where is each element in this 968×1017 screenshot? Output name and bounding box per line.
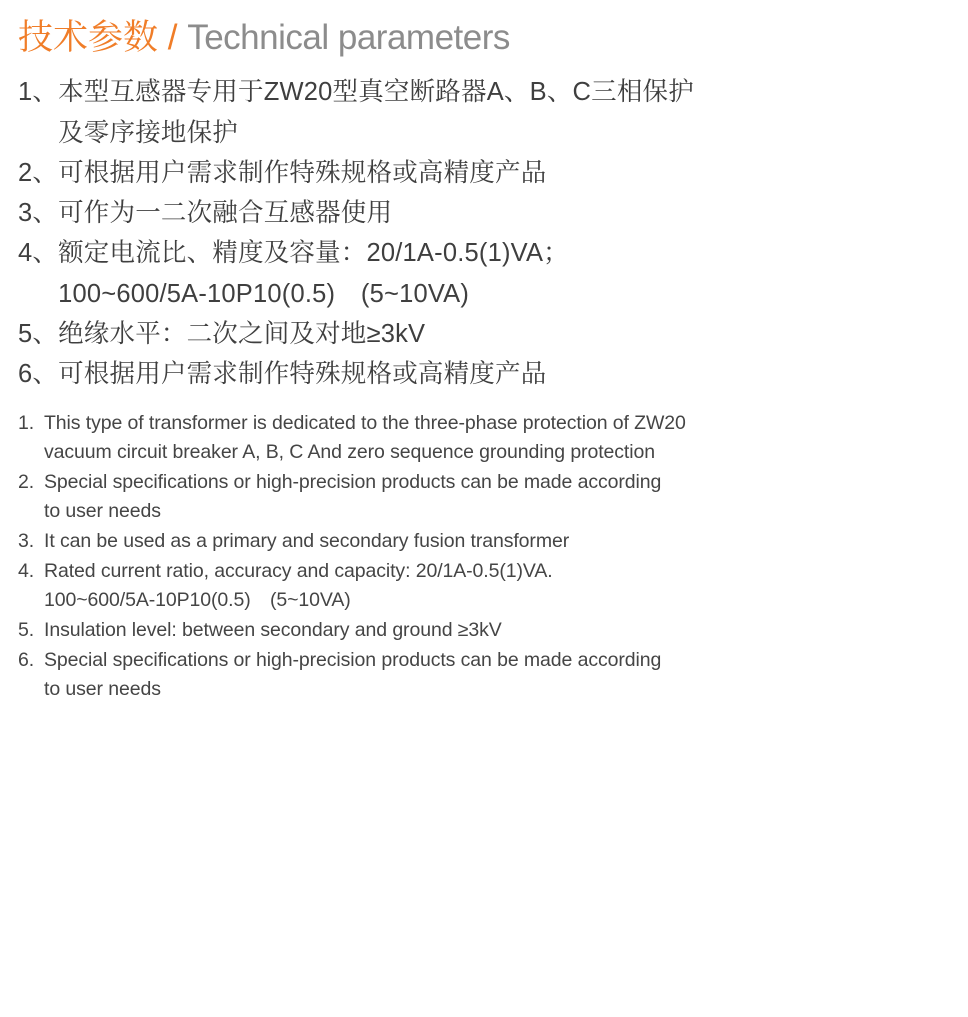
list-item bbox=[18, 153, 946, 193]
list-item-number: 5. bbox=[18, 618, 35, 641]
list-item-line-2: to user needs bbox=[44, 500, 161, 523]
list-item-line-1: Insulation level: between secondary and ground ≥3kV bbox=[44, 618, 502, 641]
list-item-line-1: It can be used as a primary and secondary fusion transformer bbox=[44, 530, 570, 552]
list-item bbox=[18, 646, 946, 705]
list-item-number: 4. bbox=[18, 559, 35, 582]
list-item-line-1: 可根据用户需求制作特殊规格或高精度产品 bbox=[58, 360, 547, 389]
list-item-number: 1. bbox=[18, 411, 35, 434]
list-item bbox=[18, 409, 946, 468]
list-item-number: 6. bbox=[18, 648, 35, 671]
list-item bbox=[18, 193, 946, 233]
list-item bbox=[18, 72, 946, 153]
list-item-number: 6、 bbox=[18, 360, 59, 389]
english-parameter-list bbox=[18, 409, 946, 705]
page-title-chinese: 技术参数 bbox=[18, 18, 159, 57]
list-item-line-2: vacuum circuit breaker A, B, C And zero sequence grounding protection bbox=[44, 441, 655, 464]
list-item-number: 4、 bbox=[18, 239, 59, 268]
list-item-text bbox=[44, 468, 946, 527]
list-item-text bbox=[58, 193, 946, 233]
list-item bbox=[18, 468, 946, 527]
list-item-text bbox=[58, 354, 946, 394]
list-item-line-1: 可根据用户需求制作特殊规格或高精度产品 bbox=[58, 158, 547, 187]
list-item-number: 3、 bbox=[18, 199, 59, 228]
list-item-line-1: 可作为一二次融合互感器使用 bbox=[58, 199, 393, 228]
list-item-number: 5、 bbox=[18, 319, 59, 348]
list-item bbox=[18, 527, 946, 557]
chinese-parameter-list bbox=[18, 72, 946, 394]
list-item-line-2: to user needs bbox=[44, 678, 161, 701]
page-title-english: Technical parameters bbox=[187, 18, 510, 57]
list-item-number: 1、 bbox=[18, 78, 59, 107]
list-item-number: 2. bbox=[18, 470, 35, 493]
list-item bbox=[18, 557, 946, 616]
list-item-line-1: Special specifications or high-precision products can be made according bbox=[44, 470, 662, 493]
list-item-text bbox=[44, 557, 946, 616]
list-item-text bbox=[44, 527, 946, 557]
list-item-line-2: 100~600/5A-10P10(0.5) (5~10VA) bbox=[58, 279, 470, 308]
list-item-line-2: 100~600/5A-10P10(0.5) (5~10VA) bbox=[44, 589, 351, 612]
list-item-number: 2、 bbox=[18, 158, 59, 187]
list-item-text bbox=[58, 153, 946, 193]
list-item-line-1: 绝缘水平：二次之间及对地≥3kV bbox=[58, 319, 426, 348]
list-item bbox=[18, 314, 946, 354]
list-item-text bbox=[58, 72, 946, 153]
list-item-line-1: Special specifications or high-precision products can be made according bbox=[44, 648, 662, 671]
list-item-text bbox=[58, 233, 946, 314]
list-item-line-2: 及零序接地保护 bbox=[58, 118, 238, 147]
list-item-line-1: 本型互感器专用于ZW20型真空断路器A、B、C三相保护 bbox=[58, 78, 694, 107]
list-item-line-1: 额定电流比、精度及容量：20/1A-0.5(1)VA； bbox=[58, 239, 569, 268]
list-item bbox=[18, 233, 946, 314]
page-title-separator: / bbox=[167, 18, 178, 57]
list-item-text bbox=[44, 409, 946, 468]
list-item bbox=[18, 616, 946, 646]
list-item-number: 3. bbox=[18, 530, 35, 552]
list-item bbox=[18, 354, 946, 394]
list-item-line-1: Rated current ratio, accuracy and capacity: 20/1A-0.5(1)VA. bbox=[44, 559, 553, 582]
list-item-line-1: This type of transformer is dedicated to the three-phase protection of ZW20 bbox=[44, 411, 686, 434]
list-item-text bbox=[44, 616, 946, 646]
list-item-text bbox=[44, 646, 946, 705]
list-item-text bbox=[58, 314, 946, 354]
page-title bbox=[18, 18, 946, 58]
